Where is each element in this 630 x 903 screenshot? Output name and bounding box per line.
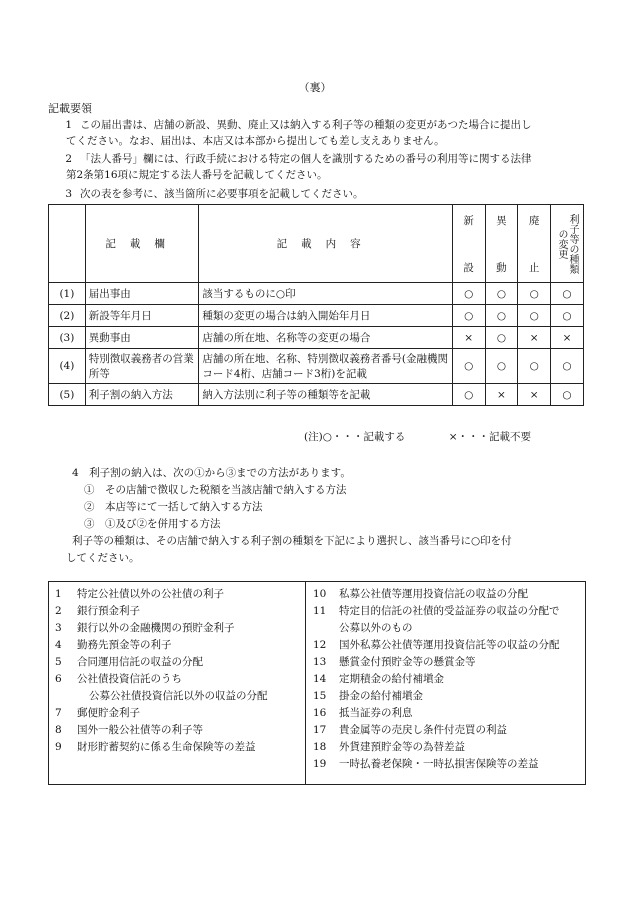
list-item: 6 公社債投資信託のうち: [55, 673, 182, 685]
mark-new: ○: [452, 305, 485, 327]
section-4-text: 利子等の種類は、その店舗で納入する利子割の種類を下記により選択し、該当番号に○印を付: [72, 535, 512, 547]
list-item: 12 国外私募公社債等運用投資信託等の収益の分配: [313, 639, 560, 651]
instruction-number: 3: [65, 188, 72, 200]
row-field: 届出事由: [85, 283, 199, 305]
instruction-number: 2: [65, 153, 72, 165]
header-field: 記載欄: [85, 205, 199, 283]
mark-close: ×: [518, 384, 551, 406]
instruction-text: 次の表を参考に、該当箇所に必要事項を記載してください。: [80, 188, 364, 200]
mark-change: ○: [551, 349, 584, 384]
section-heading: 記載要領: [48, 102, 92, 115]
page-title: （裏）: [298, 81, 332, 94]
header-close: 廃 止: [518, 205, 551, 283]
method-2: ② 本店等にて一括して納入する方法: [84, 501, 263, 513]
instruction-text: 「法人番号」欄には、行政手続における特定の個人を識別するための番号の利用等に関する法律: [80, 153, 532, 165]
mark-new: ○: [452, 384, 485, 406]
entry-guide-table: [48, 204, 584, 406]
table-header-row: [49, 205, 584, 283]
mark-new: ×: [452, 327, 485, 349]
mark-close: ○: [518, 305, 551, 327]
interest-types-right: [307, 582, 585, 784]
table-note: [304, 429, 604, 444]
instruction-2: [48, 151, 588, 183]
list-item: 17 貴金属等の売戻し条件付売買の利益: [313, 724, 507, 736]
instruction-number: 1: [65, 119, 72, 131]
header-content: 記載内容: [199, 205, 452, 283]
list-item: 公募以外のもの: [339, 622, 413, 634]
row-field: 特別徴収義務者の営業所等: [85, 349, 199, 384]
interest-types-left: [49, 582, 306, 784]
row-number: (2): [49, 305, 86, 327]
list-item: 5 合同運用信託の収益の分配: [55, 656, 203, 668]
row-number: (5): [49, 384, 86, 406]
list-item: 16 抵当証券の利息: [313, 707, 413, 719]
interest-types-table: [48, 581, 586, 785]
instruction-3: [48, 186, 588, 202]
list-item: 7 郵便貯金利子: [55, 707, 140, 719]
mark-close: ○: [518, 283, 551, 305]
list-item: 10 私募公社債等運用投資信託の収益の分配: [313, 588, 528, 600]
mark-move: ○: [485, 305, 518, 327]
table-row: [49, 349, 584, 384]
list-item: 15 掛金の給付補塡金: [313, 690, 423, 702]
list-item: 14 定期積金の給付補塡金: [313, 673, 444, 685]
note-not-required: ×・・・記載不要: [448, 431, 532, 443]
mark-close: ○: [518, 349, 551, 384]
table-row: [49, 305, 584, 327]
list-item: 9 財形貯蓄契約に係る生命保険等の差益: [55, 741, 256, 753]
mark-change: ○: [551, 384, 584, 406]
list-item: 4 勤務先預金等の利子: [55, 639, 172, 651]
mark-move: ○: [485, 283, 518, 305]
row-number: (4): [49, 349, 86, 384]
row-content: 該当するものに○印: [199, 283, 452, 305]
mark-change: ○: [551, 305, 584, 327]
instruction-text-cont: てください。なお、届出は、本店又は本部から提出しても差し支えありません。: [66, 135, 445, 147]
mark-close: ×: [518, 327, 551, 349]
list-item: 2 銀行預金利子: [55, 605, 140, 617]
method-3: ③ ①及び②を併用する方法: [84, 518, 221, 530]
table-row: [49, 283, 584, 305]
instruction-1: [48, 117, 588, 149]
row-field: 新設等年月日: [85, 305, 199, 327]
header-change: 利子等の種類の変更: [551, 205, 584, 283]
row-content: 納入方法別に利子等の種類等を記載: [199, 384, 452, 406]
section-4-text-cont: してください。: [66, 552, 140, 564]
row-number: (1): [49, 283, 86, 305]
header-empty: [49, 205, 86, 283]
list-item: 3 銀行以外の金融機関の預貯金利子: [55, 622, 235, 634]
mark-move: ×: [485, 384, 518, 406]
list-item: 8 国外一般公社債等の利子等: [55, 724, 203, 736]
row-number: (3): [49, 327, 86, 349]
note-required: (注)○・・・記載する: [304, 431, 406, 443]
list-item: 19 一時払養老保険・一時払損害保険等の差益: [313, 758, 539, 770]
mark-change: ×: [551, 327, 584, 349]
section-4-intro: 4 利子割の納入は、次の①から③までの方法があります。: [72, 467, 351, 479]
method-1: ① その店舗で徴収した税額を当該店舗で納入する方法: [84, 484, 347, 496]
list-item: 13 懸賞金付預貯金等の懸賞金等: [313, 656, 476, 668]
mark-new: ○: [452, 349, 485, 384]
list-item: 18 外貨建預貯金等の為替差益: [313, 741, 465, 753]
section-4: [48, 465, 593, 567]
mark-change: ○: [551, 283, 584, 305]
list-item: 11 特定目的信託の社債的受益証券の収益の分配で: [313, 605, 560, 617]
table-row: [49, 384, 584, 406]
row-content: 店舗の所在地、名称、特別徴収義務者番号(金融機関コード4桁、店舗コード3桁)を記載: [199, 349, 452, 384]
mark-new: ○: [452, 283, 485, 305]
table-row: [49, 327, 584, 349]
mark-move: ○: [485, 327, 518, 349]
instruction-text-cont: 第2条第16項に規定する法人番号を記載してください。: [66, 169, 328, 181]
header-move: 異 動: [485, 205, 518, 283]
list-item: 1 特定公社債以外の公社債の利子: [55, 588, 224, 600]
row-content: 種類の変更の場合は納入開始年月日: [199, 305, 452, 327]
row-field: 利子割の納入方法: [85, 384, 199, 406]
list-item: 公募公社債投資信託以外の収益の分配: [89, 690, 268, 702]
header-new: 新 設: [452, 205, 485, 283]
mark-move: ○: [485, 349, 518, 384]
row-field: 異動事由: [85, 327, 199, 349]
row-content: 店舗の所在地、名称等の変更の場合: [199, 327, 452, 349]
instruction-text: この届出書は、店舗の新設、異動、廃止又は納入する利子等の種類の変更があつた場合に提出し: [80, 119, 532, 131]
